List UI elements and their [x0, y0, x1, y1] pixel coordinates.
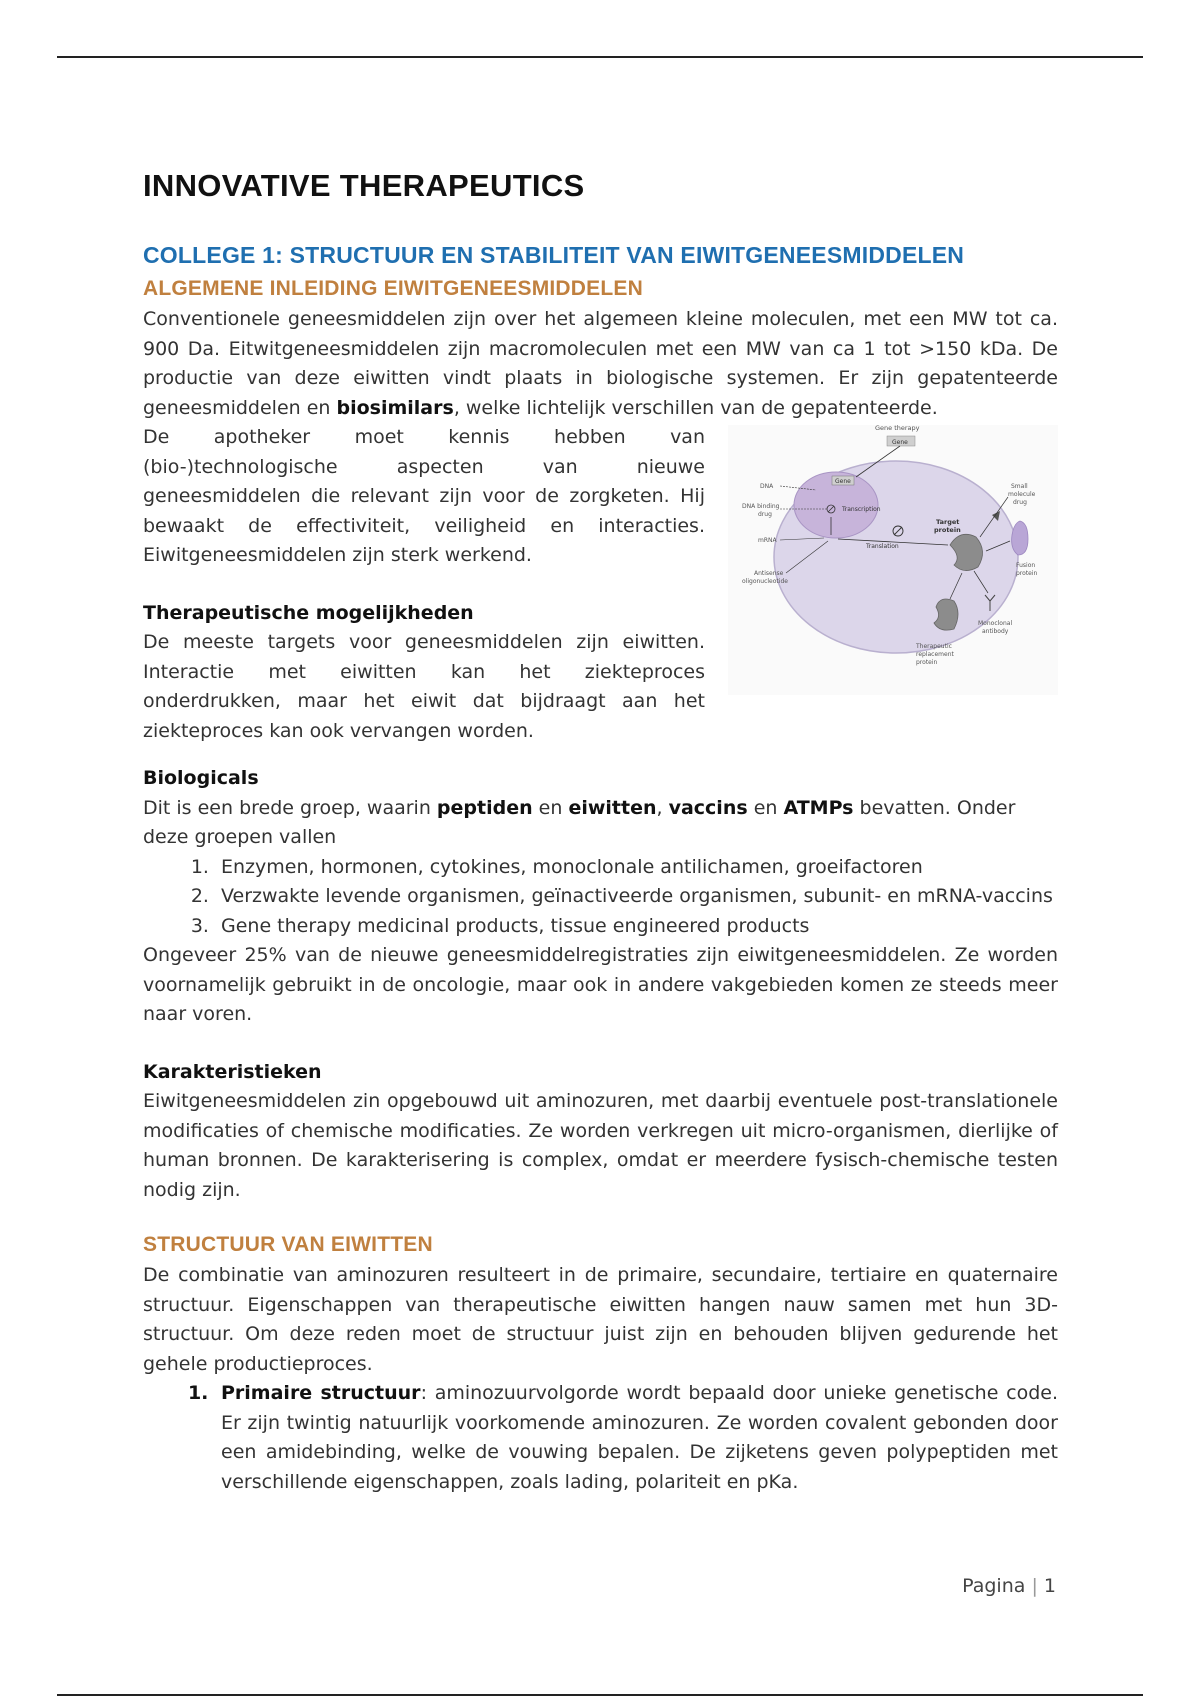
intro-paragraph: Conventionele geneesmiddelen zijn over het algemeen kleine moleculen, met een MW tot ca. 900 Da. Eitwitgeneesmiddelen zijn macromoleculen met een MW van ca 1 tot >150 kDa. De productie van deze eiwitten vindt plaats in biologische systemen. Er zijn gepatenteerde geneesmiddelen en biosimilars, welke lichtelijk verschillen van de gepatenteerde.	[143, 308, 1058, 419]
text-figure-block	[143, 423, 1058, 746]
registration-paragraph: Ongeveer 25% van de nieuwe geneesmiddelregistraties zijn eiwitgeneesmiddelen. Ze worden voornamelijk gebruikt in de oncologie, maar ook in andere vakgebieden komen ze steeds meer naar voren.	[143, 944, 1058, 1025]
fusion-protein-label: protein	[1016, 570, 1038, 577]
apotheker-paragraph: De apotheker moet kennis hebben van (bio-)technologische aspecten van nieuwe geneesmiddelen die relevant zijn voor de zorgketen. Hij bewaakt de effectiviteit, veiligheid en interacties. Eiwitgeneesmiddelen zijn sterk werkend.	[143, 426, 705, 566]
structure-paragraph: De combinatie van aminozuren resulteert in de primaire, secundaire, tertiaire en quaternaire structuur. Eigenschappen van therapeutische eiwitten hangen nauw samen met hun 3D-structuur. Om deze reden moet de structuur juist zijn en behouden blijven gedurende het gehele productieproces.	[143, 1264, 1058, 1375]
gene-label: Gene	[835, 478, 851, 485]
section-heading-intro: ALGEMENE INLEIDING EIWITGENEESMIDDELEN	[143, 277, 643, 300]
fusion-protein-shape	[1012, 521, 1028, 555]
list-item: 2. Verzwakte levende organismen, geïnactiveerde organismen, subunit- en mRNA-vaccins	[215, 882, 1058, 912]
structure-list	[143, 1379, 1058, 1497]
biologicals-paragraph: Dit is een brede groep, waarin peptiden en eiwitten, vaccins en ATMPs bevatten. Onder deze groepen vallen	[143, 796, 1016, 848]
list-item: 3. Gene therapy medicinal products, tissue engineered products	[215, 912, 1058, 942]
dna-label: DNA	[760, 483, 774, 490]
therapeutic-label: Therapeutic	[916, 643, 952, 650]
drug-target-diagram	[728, 425, 1058, 695]
page-label: Pagina	[962, 1575, 1026, 1597]
top-rule	[57, 56, 1143, 58]
biosimilars-term: biosimilars	[336, 396, 454, 419]
gene-therapy-label: Gene therapy	[875, 425, 920, 432]
page-footer	[962, 1575, 1056, 1597]
college-heading: COLLEGE 1: STRUCTUUR EN STABILITEIT VAN EIWITGENEESMIDDELEN	[143, 242, 965, 268]
section-heading-structure: STRUCTUUR VAN EIWITTEN	[143, 1233, 433, 1256]
therapeutic-paragraph: De meeste targets voor geneesmiddelen zijn eiwitten. Interactie met eiwitten kan het ziekteproces onderdrukken, maar het eiwit dat bijdraagt aan het ziekteproces kan ook vervangen worden.	[143, 631, 705, 742]
characteristics-paragraph: Eiwitgeneesmiddelen zin opgebouwd uit aminozuren, met daarbij eventuele post-translationele modificaties of chemische modificaties. Ze worden verkregen uit micro-organismen, dierlijke of human bronnen. De karakterisering is complex, omdat er meerdere fysisch-chemische testen nodig zijn.	[143, 1090, 1058, 1201]
fusion-label: Fusion	[1016, 562, 1036, 569]
small-molecule-label-3: drug	[1013, 499, 1027, 506]
transcription-label: Transcription	[842, 506, 881, 513]
therapeutic-heading: Therapeutische mogelijkheden	[143, 601, 474, 624]
mrna-label: mRNA	[758, 537, 777, 544]
gene-top-label: Gene	[892, 439, 908, 446]
dna-binding-drug-label: drug	[758, 511, 772, 518]
list-item: 1. Primaire structuur: aminozuurvolgorde wordt bepaald door unieke genetische code. Er zijn twintig natuurlijk voorkomende aminozuren. Ze worden covalent gebonden door een amidebinding, welke de vouwing bepalen. De zijketens geven polypeptiden met verschillende eigenschappen, zoals lading, polariteit en pKa.	[215, 1379, 1058, 1497]
oligonucleotide-label: oligonucleotide	[742, 578, 788, 585]
target-protein-label: protein	[934, 526, 961, 534]
target-label: Target	[936, 518, 960, 526]
characteristics-heading: Karakteristieken	[143, 1060, 322, 1083]
biologicals-list	[143, 853, 1058, 942]
page-separator: |	[1031, 1575, 1038, 1597]
left-column	[143, 423, 705, 746]
document-title: INNOVATIVE THERAPEUTICS	[143, 168, 585, 203]
antisense-label: Antisense	[754, 570, 784, 577]
antibody-label: antibody	[982, 628, 1009, 635]
dna-binding-label: DNA binding	[742, 503, 780, 510]
page-content	[143, 168, 1058, 1497]
list-item: 1. Enzymen, hormonen, cytokines, monoclonale antilichamen, groeifactoren	[215, 853, 1058, 883]
page-number: 1	[1043, 1575, 1056, 1597]
replacement-protein-label: protein	[916, 659, 938, 666]
small-molecule-label-2: molecule	[1008, 491, 1036, 498]
biologicals-heading: Biologicals	[143, 767, 259, 789]
bottom-rule	[57, 1694, 1143, 1696]
translation-label: Translation	[866, 543, 899, 550]
small-molecule-label-1: Small	[1011, 483, 1028, 490]
replacement-label: replacement	[916, 651, 954, 658]
monoclonal-label: Monoclonal	[978, 620, 1013, 627]
